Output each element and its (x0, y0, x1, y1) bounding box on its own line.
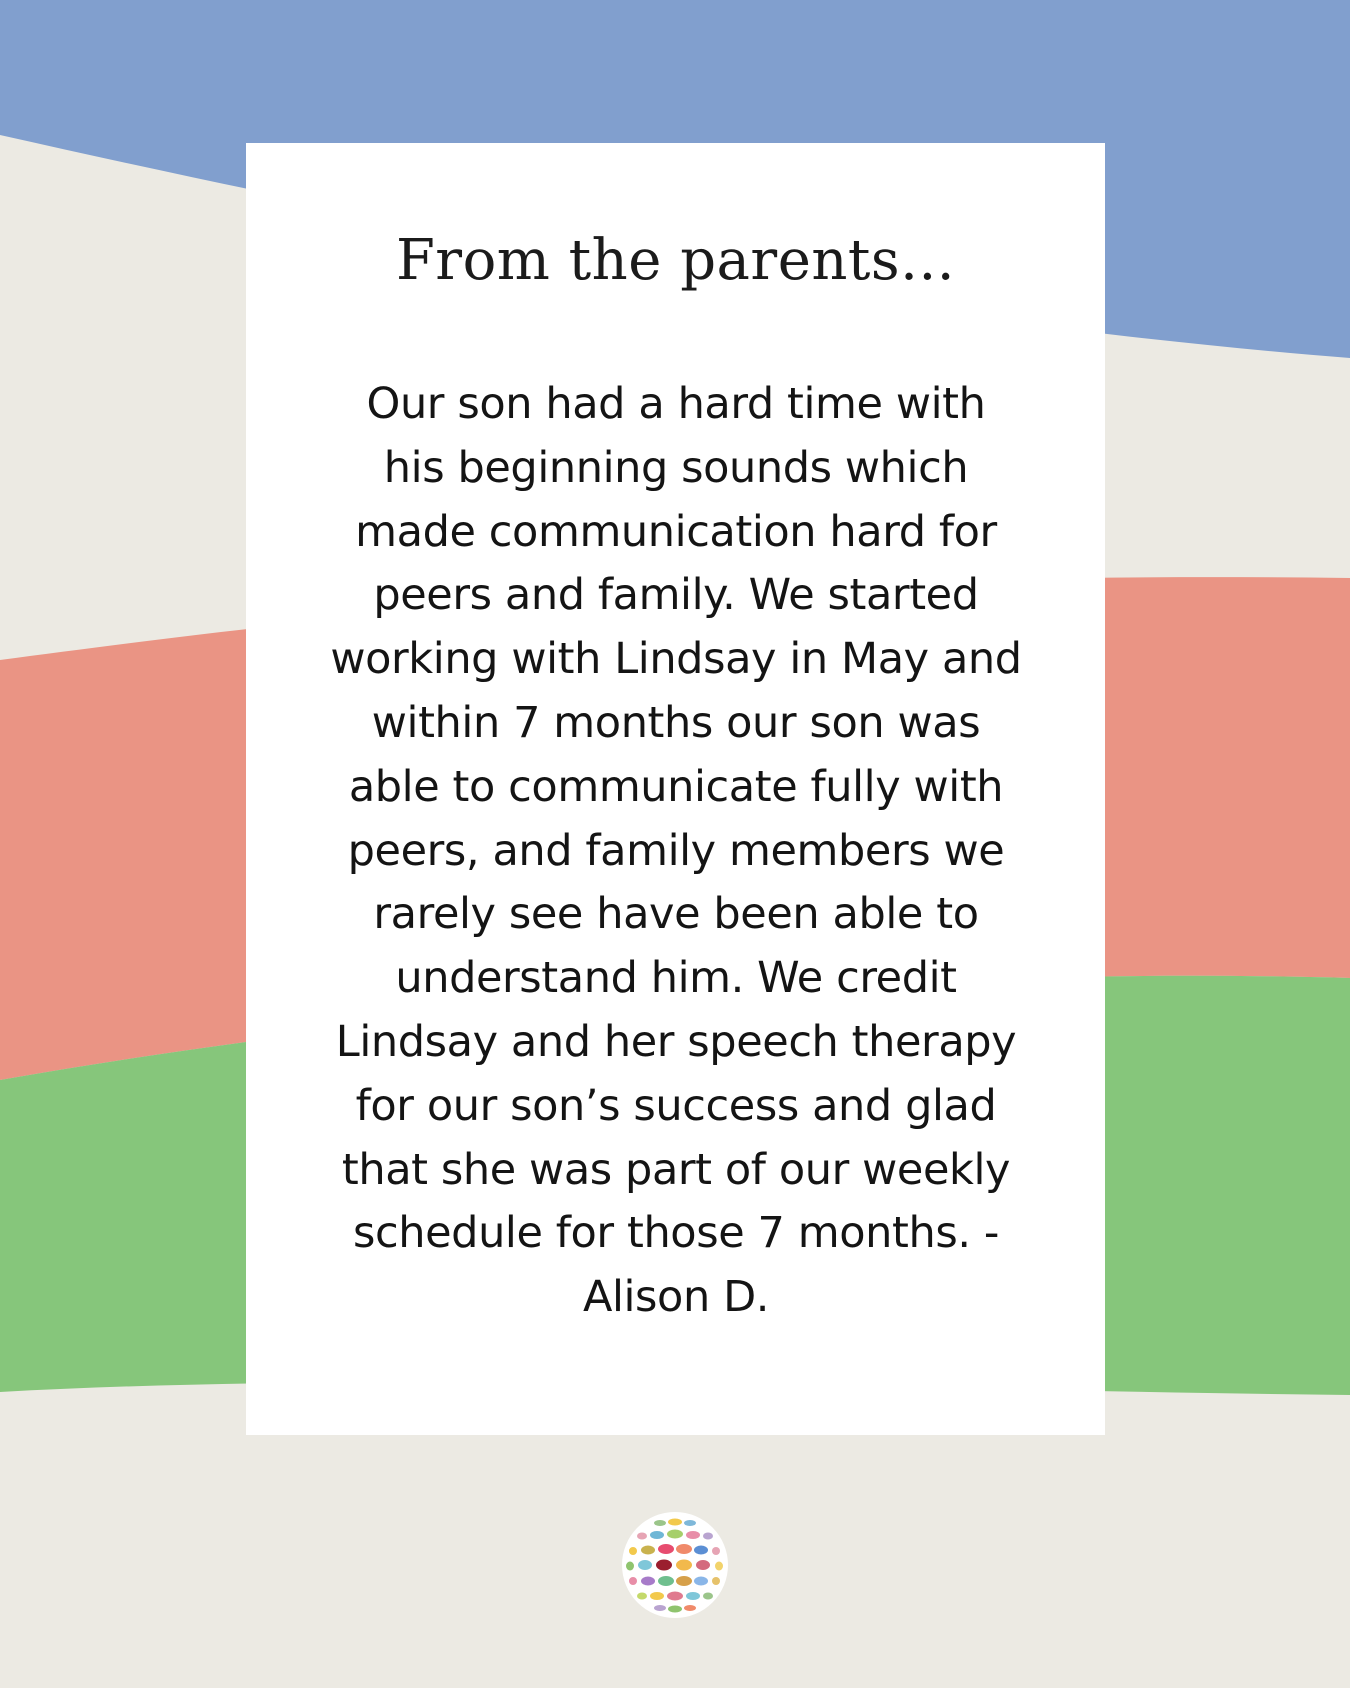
testimonial-card (246, 143, 1105, 1435)
testimonial-quote: Our son had a hard time with his beginning sounds which made communication hard for peers and family. We started working with Lindsay in May and within 7 months our son was able to communicate fully with peers, and family members we rarely see have been able to understand him. We credit Lindsay and her speech therapy for our son’s success and glad that she was part of our weekly schedule for those 7 months. - Alison D. (330, 379, 1022, 1323)
speech-bubble-sphere-icon (620, 1510, 730, 1620)
testimonial-heading: From the parents... (395, 228, 956, 293)
